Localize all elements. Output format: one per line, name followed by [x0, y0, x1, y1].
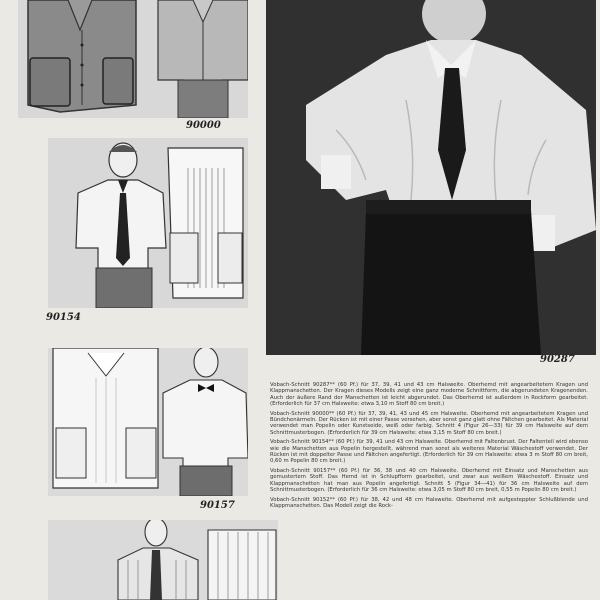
illustration-90152	[48, 520, 278, 600]
description-90287: Vobach-Schnitt 90287** (60 Pf.) für 37, 39, 41 und 43 cm Halsweite. Oberhemd mit angearbeitetem Kragen und Klappmanschetten. Der Kragen dieses Modells zeigt eine ganz moderne Schnittform, die abgerundeten Kragenenden. Auch der äußere Rand der Manschetten ist leicht abgerundet. Das Oberhemd ist außerdem in Rockform gearbeitet. (Erforderlich für 37 cm Halsweite: etwa 3,10 m Stoff 80 cm breit.)	[270, 382, 588, 408]
label-90154: 90154	[46, 312, 81, 323]
illustration-90157	[48, 348, 248, 496]
label-90157: 90157	[200, 500, 235, 511]
illustration-90154	[48, 138, 248, 308]
description-90157: Vobach-Schnitt 90157** (60 Pf.) für 36, 38 und 40 cm Halsweite. Oberhemd mit Einsatz und Manschetten aus gemustertem Stoff. Das Hemd ist in Schlupfform gearbeitet, und zwar aus weißem Wäschestoff. Einsatz und Klappmanschetten hat man aus Popelin angefertigt. Schnitt 5 (Figur 34—41) für 36 cm Halsweite auf dem Schnittmusterbogen. (Erforderlich für 36 cm Halsweite: etwa 3,05 m Stoff 80 cm breit, 0,55 m Popelin 80 cm breit.)	[270, 467, 588, 494]
illustration-90000	[18, 0, 248, 118]
description-90000: Vobach-Schnitt 90000** (60 Pf.) für 37, 39, 41, 43 und 45 cm Halsweite. Oberhemd mit angearbeitetem Kragen und Bündchenärmeln. Der Rücken ist mit einer Passe versehen, aber sonst ganz glatt ohne Fältchen gearbeitet. Als Material verwendet man Popelin oder Kunstseide, weiß oder farbig. Schnitt 4 (Figur 26—33) für 39 cm Halsweite auf dem Schnittmusterbogen. (Erforderlich für 39 cm Halsweite: etwa 3,15 m Stoff 80 cm breit.)	[270, 410, 588, 436]
description-90154: Vobach-Schnitt 90154** (60 Pf.) für 39, 41 und 43 cm Halsweite. Oberhemd mit Faltenbrust. Der Faltenteil wird ebenso wie die Manschetten aus Popelin hergestellt, während man sonst als weiteres Material Wäschestoff verwendet. Der Rücken ist mit doppelter Passe und Fältchen angefertigt. (Erforderlich für 39 cm Halsweite: etwa 3 m Stoff 80 cm breit, 0,60 m Popelin 80 cm breit.)	[270, 439, 588, 465]
label-90287: 90287	[540, 354, 575, 365]
photo-90287	[266, 0, 596, 355]
description-90152: Vobach-Schnitt 90152** (60 Pf.) für 38, 42 und 48 cm Halsweite. Oberhemd mit aufgesteppter Schlußblende und Klappmanschetten. Das Modell zeigt die Rock-	[270, 496, 588, 509]
label-90000: 90000	[186, 120, 221, 131]
description-text	[270, 382, 588, 512]
